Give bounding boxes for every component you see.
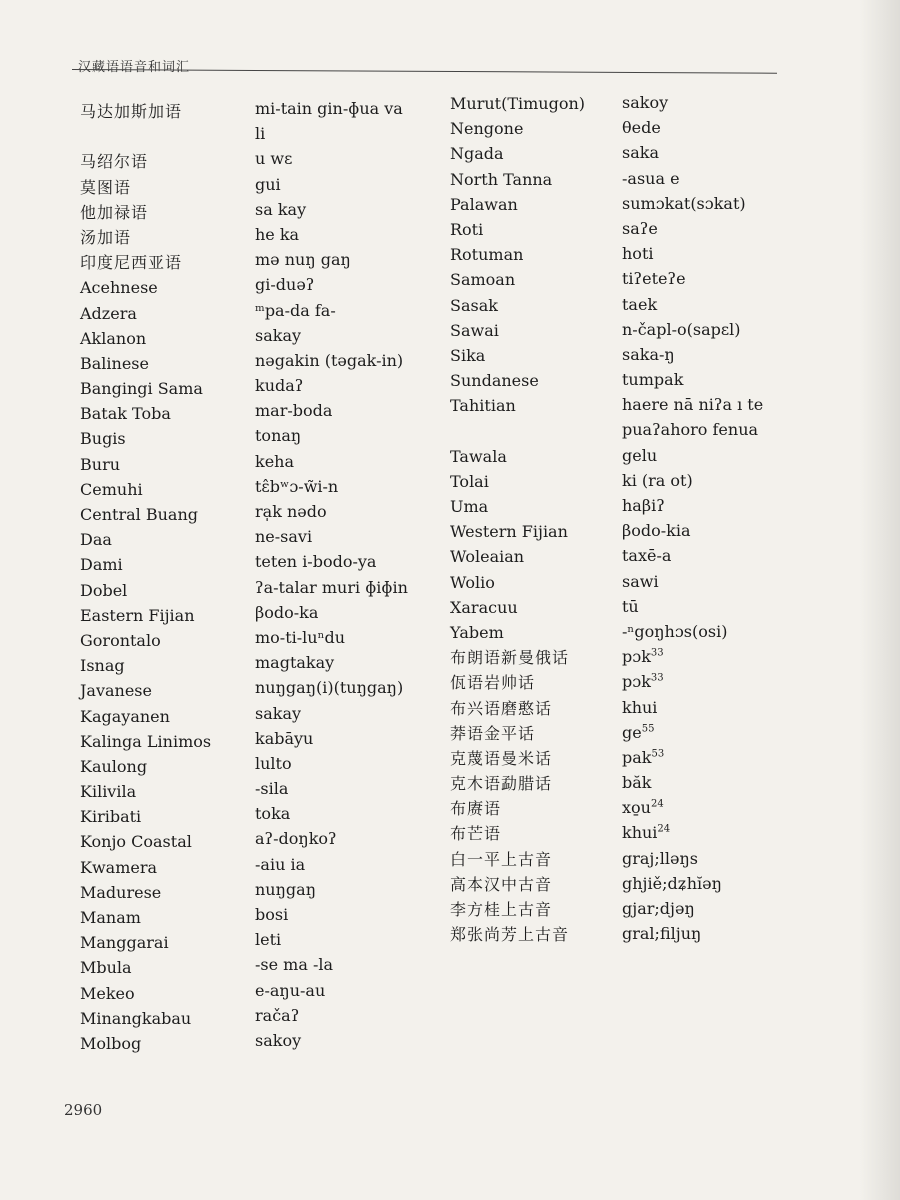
language-name: Tolai bbox=[450, 471, 489, 491]
word-form: $xo̱u^{24}$ bbox=[622, 798, 664, 818]
word-form: graj;lləŋs bbox=[622, 848, 698, 868]
language-name: Uma bbox=[450, 497, 489, 516]
word-form: toka bbox=[255, 804, 291, 824]
word-form: teten i-bodo-ya bbox=[255, 552, 377, 572]
language-name: Kaulong bbox=[80, 756, 148, 776]
language-name: Sasak bbox=[450, 295, 498, 315]
word-form: tɛ̂bʷɔ-w̃i-n bbox=[255, 476, 339, 496]
word-form: nuŋgaŋ(i)(tuŋgaŋ) bbox=[255, 678, 404, 698]
word-form: keha bbox=[255, 451, 295, 471]
word-form: gral;filjuŋ bbox=[622, 924, 702, 944]
language-name: Dobel bbox=[80, 580, 128, 600]
word-form: aʔ-doŋkoʔ bbox=[255, 829, 337, 849]
language-name: Wolio bbox=[450, 572, 495, 592]
language-name bbox=[450, 418, 615, 443]
language-name: 克蔑语曼米话 bbox=[450, 748, 553, 768]
language-name: Tahitian bbox=[450, 396, 516, 416]
language-name: 郑张尚芳上古音 bbox=[450, 925, 570, 945]
word-form: gjar;djəŋ bbox=[622, 899, 695, 918]
language-name: 马绍尔语 bbox=[80, 152, 149, 172]
language-name: Bugis bbox=[80, 429, 126, 449]
language-name: 他加禄语 bbox=[80, 202, 149, 222]
word-form: ki (ra ot) bbox=[622, 470, 693, 490]
language-name: Madurese bbox=[80, 882, 162, 902]
language-name: Kalinga Linimos bbox=[80, 731, 212, 751]
running-head-title: 汉藏语语音和词汇 bbox=[78, 60, 191, 75]
word-form: tumpak bbox=[622, 370, 684, 390]
right-language-column bbox=[450, 91, 615, 947]
language-name bbox=[80, 124, 250, 149]
word-form: saʔe bbox=[622, 218, 658, 238]
language-name: Kwamera bbox=[80, 857, 158, 877]
language-name: 高本汉中古音 bbox=[450, 874, 553, 894]
language-name: Murut(Timugon) bbox=[450, 94, 585, 113]
language-name: Eastern Fijian bbox=[80, 605, 195, 625]
word-form: băk bbox=[622, 773, 652, 793]
language-name: Nengone bbox=[450, 119, 524, 139]
language-name: 马达加斯加语 bbox=[80, 102, 183, 121]
word-form: mə nuŋ gaŋ bbox=[255, 250, 351, 270]
word-form: sakay bbox=[255, 325, 302, 345]
page-edge-shadow bbox=[860, 0, 900, 1200]
language-name: Daa bbox=[80, 530, 112, 550]
language-name: Aklanon bbox=[80, 328, 147, 348]
word-form: saka-ŋ bbox=[622, 344, 675, 364]
word-form: ʔa-talar muri ɸiɸin bbox=[255, 577, 408, 597]
word-form: n-čapl-o(sapɛl) bbox=[622, 319, 741, 339]
word-form: tiʔeteʔe bbox=[622, 269, 686, 289]
word-form: βodo-ka bbox=[255, 602, 319, 622]
right-word-column bbox=[622, 90, 842, 946]
language-name: Sika bbox=[450, 345, 486, 365]
language-name: Mekeo bbox=[80, 983, 135, 1003]
word-form: li bbox=[255, 124, 266, 144]
language-name: Javanese bbox=[80, 681, 152, 701]
word-form: $ge^{55}$ bbox=[622, 722, 655, 742]
language-name: Molbog bbox=[80, 1033, 142, 1053]
language-name: 佤语岩帅话 bbox=[450, 673, 536, 693]
page-number: 2960 bbox=[64, 1101, 103, 1119]
word-form: tonaŋ bbox=[255, 426, 302, 446]
word-form: gi-duəʔ bbox=[255, 275, 315, 295]
language-name: Sawai bbox=[450, 320, 499, 340]
word-form: sawi bbox=[622, 571, 659, 591]
word-form: khui$^{24}$ bbox=[622, 823, 671, 843]
word-form: -se ma -la bbox=[255, 955, 334, 975]
language-name: 布兴语磨憨话 bbox=[450, 698, 553, 718]
language-name: Bangingi Sama bbox=[80, 379, 203, 399]
language-name: Dami bbox=[80, 555, 123, 575]
word-form: gui bbox=[255, 174, 281, 194]
word-form: leti bbox=[255, 930, 282, 950]
word-form: -asua e bbox=[622, 168, 680, 188]
left-word-column bbox=[255, 96, 445, 1053]
language-name: 李方桂上古音 bbox=[450, 900, 553, 919]
language-name: Gorontalo bbox=[80, 630, 161, 650]
language-name: Cemuhi bbox=[80, 479, 143, 499]
language-name: Balinese bbox=[80, 353, 149, 373]
word-form: hoti bbox=[622, 244, 654, 264]
word-form: račaʔ bbox=[255, 1005, 300, 1025]
word-form: pɔk$^{33}$ bbox=[622, 647, 664, 667]
language-name: Kilivila bbox=[80, 782, 137, 802]
language-name: Kiribati bbox=[80, 807, 142, 827]
left-language-column bbox=[80, 99, 250, 1056]
language-name: Tawala bbox=[450, 446, 507, 466]
word-form: e-aŋu-au bbox=[255, 980, 326, 1000]
language-name: Central Buang bbox=[80, 505, 198, 524]
word-form: kabāyu bbox=[255, 728, 314, 748]
word-form: ᵐpa-da fa- bbox=[255, 300, 336, 320]
language-name: 布赓语 bbox=[450, 799, 502, 819]
word-form: tū bbox=[622, 596, 639, 616]
word-form: -ⁿgoŋhɔs(osi) bbox=[622, 621, 728, 641]
language-name: Samoan bbox=[450, 270, 516, 290]
word-form: sakoy bbox=[622, 93, 669, 112]
language-name: Rotuman bbox=[450, 245, 524, 265]
language-name: 莫图语 bbox=[80, 177, 132, 197]
word-form: sakay bbox=[255, 703, 302, 723]
language-name: Acehnese bbox=[80, 278, 158, 298]
word-form: sa kay bbox=[255, 199, 307, 219]
word-form: sakoy bbox=[255, 1030, 302, 1050]
word-form: mar-boda bbox=[255, 401, 333, 421]
word-form: saka bbox=[622, 143, 659, 163]
word-form: -aiu ia bbox=[255, 854, 306, 874]
word-form: mo-ti-luⁿdu bbox=[255, 627, 346, 647]
word-form: bosi bbox=[255, 905, 289, 924]
word-form: θede bbox=[622, 118, 661, 138]
word-form: pɔk$^{33}$ bbox=[622, 672, 664, 692]
word-form: haere nā niʔa ı te bbox=[622, 395, 764, 415]
language-name: Ngada bbox=[450, 144, 504, 164]
word-form: taxē-a bbox=[622, 546, 672, 566]
word-form: haβiʔ bbox=[622, 496, 665, 515]
language-name: Mbula bbox=[80, 958, 132, 978]
word-form: nuŋgaŋ bbox=[255, 879, 316, 899]
language-name: 布朗语新曼俄话 bbox=[450, 648, 570, 668]
language-name: Adzera bbox=[80, 303, 137, 323]
word-form: gelu bbox=[622, 445, 658, 465]
word-form: ghjiě;dʑhĭəŋ bbox=[622, 873, 722, 893]
language-name: Xaracuu bbox=[450, 597, 518, 617]
word-form: nəgakin (təgak-in) bbox=[255, 350, 404, 370]
language-name: Konjo Coastal bbox=[80, 832, 192, 852]
language-name: 莽语金平话 bbox=[450, 723, 536, 743]
language-name: Batak Toba bbox=[80, 404, 171, 424]
language-name: Palawan bbox=[450, 194, 518, 214]
language-name: Minangkabau bbox=[80, 1008, 192, 1028]
language-name: 印度尼西亚语 bbox=[80, 253, 183, 273]
word-form: pak$^{53}$ bbox=[622, 747, 665, 767]
language-name: Sundanese bbox=[450, 371, 539, 391]
word-form: kudaʔ bbox=[255, 376, 304, 396]
word-form: magtakay bbox=[255, 653, 335, 673]
language-name: Western Fijian bbox=[450, 522, 568, 542]
word-form: -sila bbox=[255, 779, 289, 799]
language-name: Isnag bbox=[80, 656, 125, 676]
word-form: ne-savi bbox=[255, 527, 313, 547]
word-form: sumɔkat(sɔkat) bbox=[622, 193, 746, 213]
word-form: he ka bbox=[255, 224, 300, 244]
language-name: Yabem bbox=[450, 622, 504, 642]
language-name: Woleaian bbox=[450, 547, 525, 567]
language-name: Kagayanen bbox=[80, 706, 170, 726]
language-name: Manam bbox=[80, 908, 141, 927]
language-name: Buru bbox=[80, 454, 121, 474]
word-form: u wɛ bbox=[255, 149, 293, 169]
word-form: khui bbox=[622, 697, 658, 717]
word-form: puaʔahoro fenua bbox=[622, 420, 759, 440]
language-name: 布芒语 bbox=[450, 824, 502, 844]
word-form: βodo-kia bbox=[622, 521, 691, 541]
word-form: lulto bbox=[255, 753, 292, 773]
word-form: mi-tain gin-ɸua va bbox=[255, 99, 403, 118]
language-name: 克木语勐腊话 bbox=[450, 774, 553, 794]
word-form: ra̩k nədo bbox=[255, 502, 327, 521]
language-name: Manggarai bbox=[80, 933, 169, 953]
language-name: Roti bbox=[450, 219, 484, 239]
language-name: 汤加语 bbox=[80, 227, 132, 247]
word-form: taek bbox=[622, 294, 658, 314]
language-name: 白一平上古音 bbox=[450, 849, 553, 869]
language-name: North Tanna bbox=[450, 169, 553, 189]
